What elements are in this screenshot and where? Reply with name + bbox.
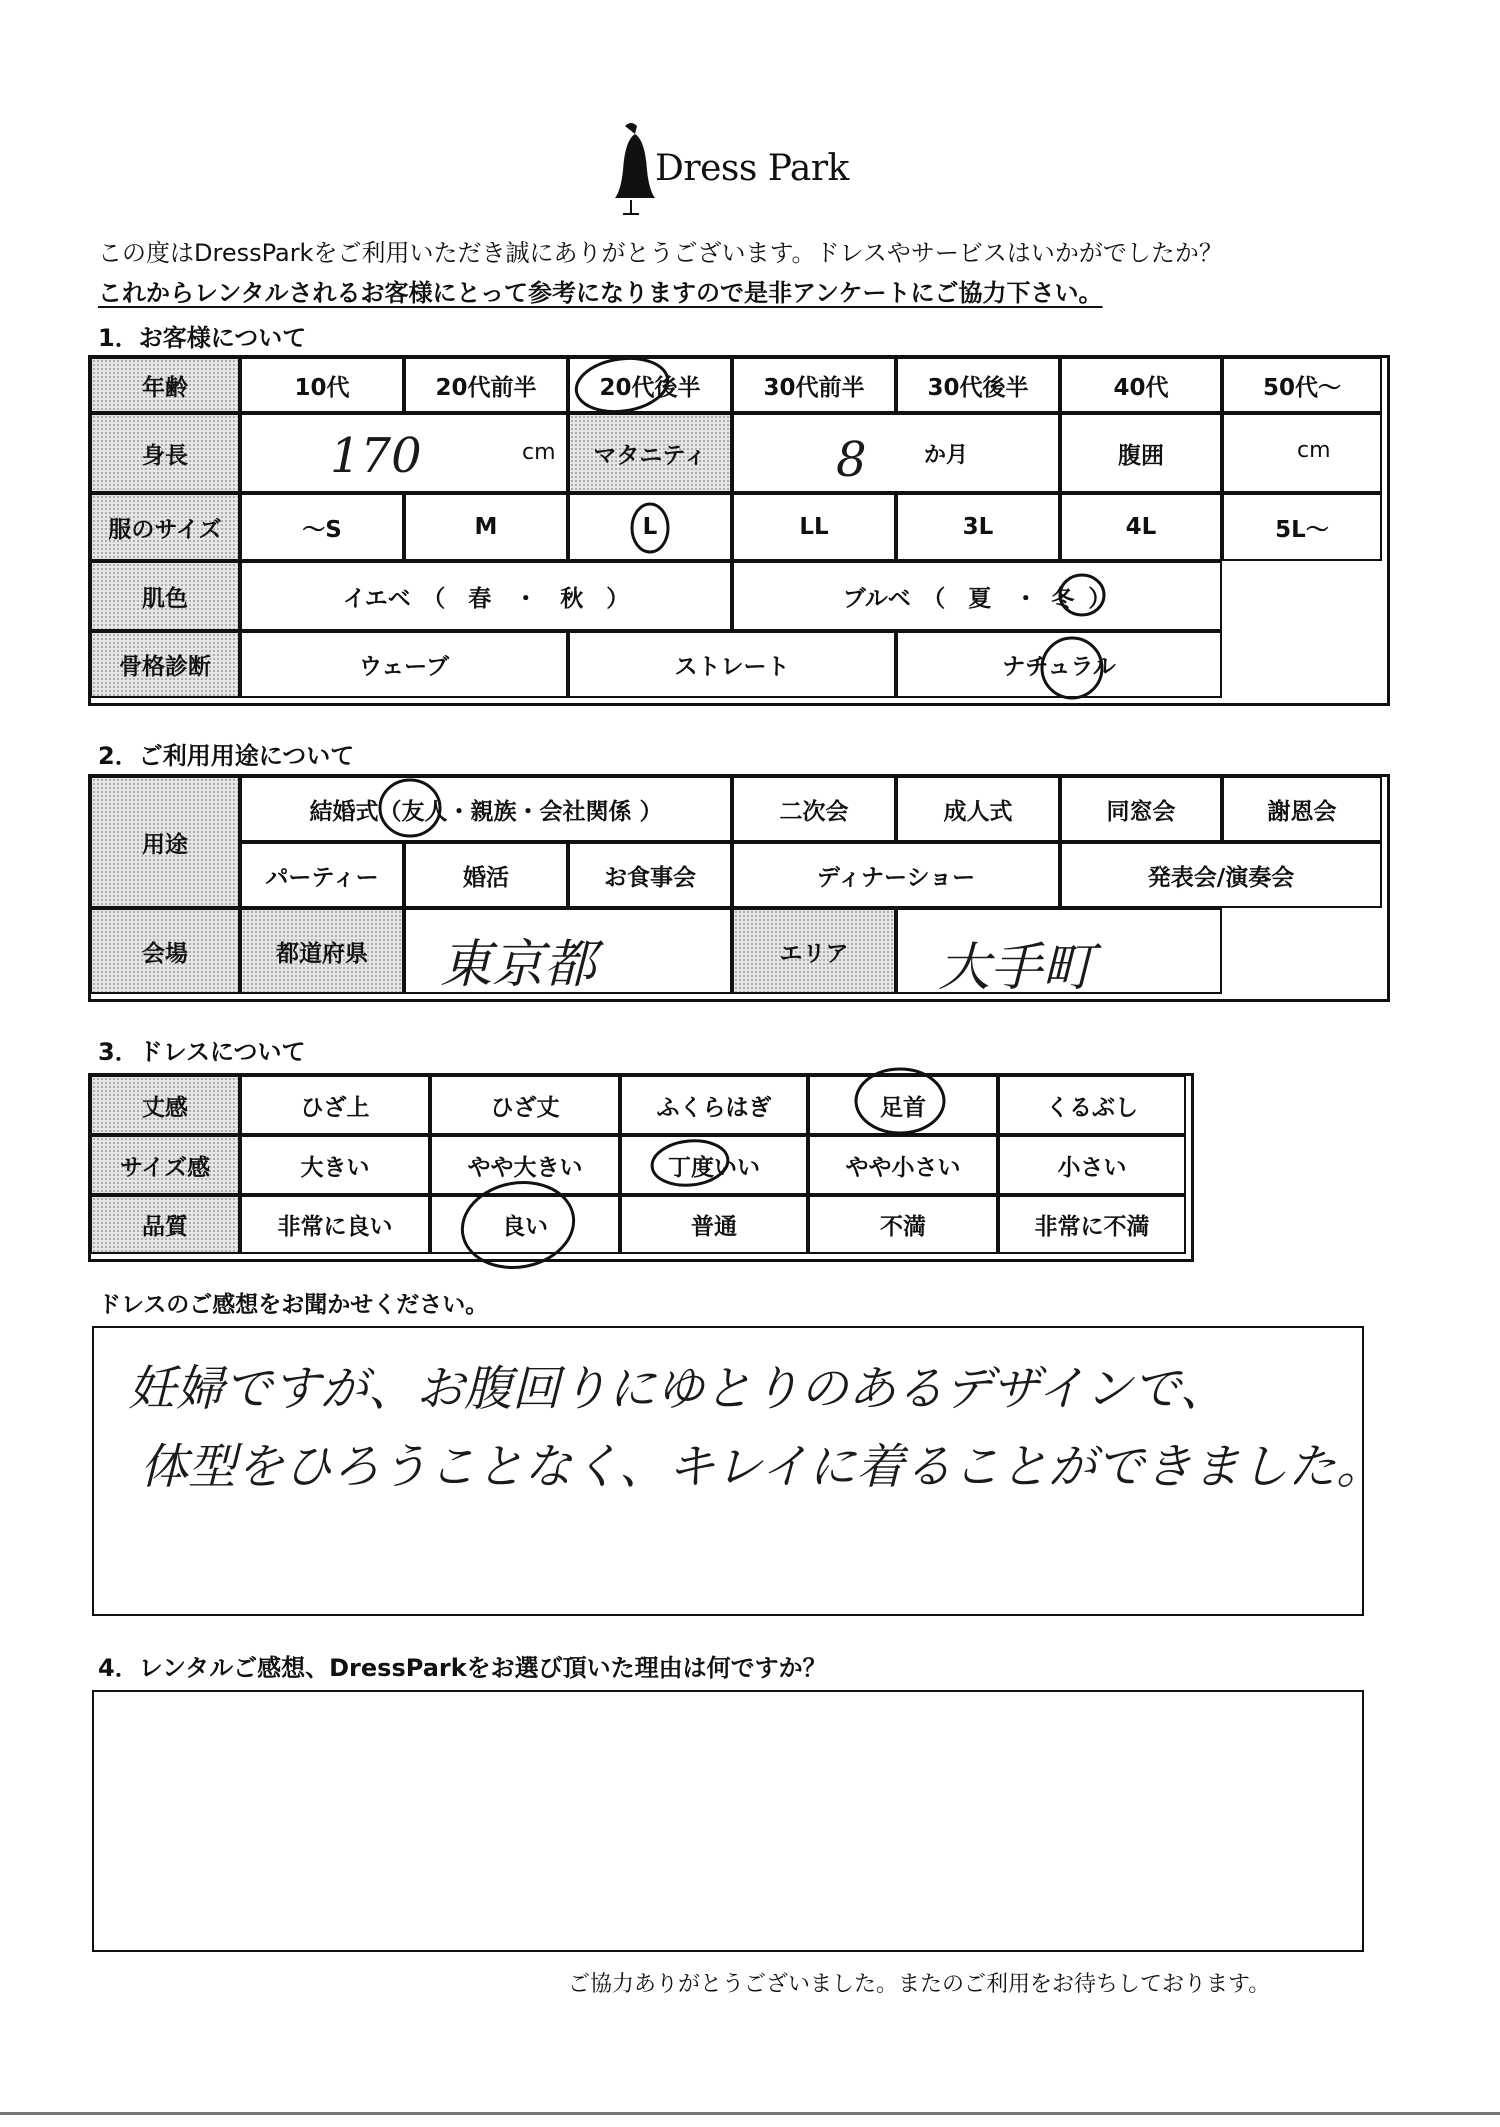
intro-request-text: これからレンタルされるお客様にとって参考になりますので是非アンケートにご協力下さい。 xyxy=(98,279,1103,307)
height-label: 身長 xyxy=(90,413,240,493)
purpose-wedding-option[interactable] xyxy=(240,776,732,842)
size-option-m[interactable]: M xyxy=(404,493,568,561)
prefecture-value: 東京都 xyxy=(440,935,597,995)
reason-answer-box[interactable] xyxy=(92,1690,1364,1952)
skeleton-option-natural[interactable]: ナチュラル xyxy=(896,631,1222,698)
quality-very-unsatisfied[interactable]: 非常に不満 xyxy=(998,1195,1186,1254)
fit-small[interactable]: 小さい xyxy=(998,1135,1186,1195)
brand-logo-text: Dress Park xyxy=(655,148,849,189)
size-option-3l[interactable]: 3L xyxy=(896,493,1060,561)
prefecture-label: 都道府県 xyxy=(240,908,404,994)
skin-blue-prefix: ブルベ （ 夏 ・ xyxy=(842,585,1038,612)
purpose-party[interactable]: パーティー xyxy=(240,842,404,908)
age-option-40s[interactable]: 40代 xyxy=(1060,357,1222,413)
size-option-4l[interactable]: 4L xyxy=(1060,493,1222,561)
age-option-late-20s[interactable]: 20代後半 xyxy=(568,357,732,413)
section3-heading: 3．ドレスについて xyxy=(98,1038,306,1066)
wedding-friend-option[interactable]: 友人 xyxy=(401,798,448,825)
purpose-label: 用途 xyxy=(90,776,240,908)
length-anklebone[interactable]: くるぶし xyxy=(998,1075,1186,1135)
fit-slightly-large[interactable]: やや大きい xyxy=(430,1135,620,1195)
maternity-value: 8 xyxy=(836,432,867,488)
age-option-early-30s[interactable]: 30代前半 xyxy=(732,357,896,413)
skeleton-option-straight[interactable]: ストレート xyxy=(568,631,896,698)
quality-very-good[interactable]: 非常に良い xyxy=(240,1195,430,1254)
area-label: エリア xyxy=(732,908,896,994)
age-option-late-30s[interactable]: 30代後半 xyxy=(896,357,1060,413)
size-option-5l[interactable]: 5L～ xyxy=(1222,493,1382,561)
length-label: 丈感 xyxy=(90,1075,240,1135)
wedding-prefix: 結婚式（ xyxy=(309,798,402,825)
area-value: 大手町 xyxy=(938,938,1095,998)
dress-comment-line1: 妊婦ですが、お腹回りにゆとりのあるデザインで、 xyxy=(128,1361,1228,1417)
purpose-afterparty[interactable]: 二次会 xyxy=(732,776,896,842)
purpose-dinner-party[interactable]: お食事会 xyxy=(568,842,732,908)
waist-label: 腹囲 xyxy=(1060,413,1222,493)
fit-large[interactable]: 大きい xyxy=(240,1135,430,1195)
skeleton-label: 骨格診断 xyxy=(90,631,240,698)
scan-edge-line xyxy=(0,2112,1500,2115)
skin-blue-winter[interactable]: 冬 xyxy=(1051,585,1075,612)
skin-blue-base-option[interactable] xyxy=(732,561,1222,631)
purpose-recital[interactable]: 発表会/演奏会 xyxy=(1060,842,1382,908)
age-option-50s[interactable]: 50代～ xyxy=(1222,357,1382,413)
size-label: 服のサイズ xyxy=(90,493,240,561)
wedding-rest: ・親族・会社関係 ） xyxy=(447,798,663,825)
skin-yellow-base-option[interactable]: イエベ （ 春 ・ 秋 ） xyxy=(240,561,732,631)
fit-label: サイズ感 xyxy=(90,1135,240,1195)
quality-average[interactable]: 普通 xyxy=(620,1195,808,1254)
dress-comment-line2: 体型をひろうことなく、キレイに着ることができました。 xyxy=(140,1439,1385,1495)
purpose-konkatsu[interactable]: 婚活 xyxy=(404,842,568,908)
height-unit: cm xyxy=(522,440,556,465)
length-above-knee[interactable]: ひざ上 xyxy=(240,1075,430,1135)
maternity-label: マタニティ xyxy=(568,413,732,493)
purpose-thanks-party[interactable]: 謝恩会 xyxy=(1222,776,1382,842)
section4-heading: 4．レンタルご感想、DressParkをお選び頂いた理由は何ですか？ xyxy=(98,1654,827,1682)
maternity-unit: か月 xyxy=(924,443,969,468)
quality-label: 品質 xyxy=(90,1195,240,1254)
purpose-reunion[interactable]: 同窓会 xyxy=(1060,776,1222,842)
section1-heading: 1．お客様について xyxy=(98,324,307,352)
length-knee[interactable]: ひざ丈 xyxy=(430,1075,620,1135)
intro-text: この度はDressParkをご利用いただき誠にありがとうございます。ドレスやサービスはいかがでしたか？ xyxy=(98,239,1223,267)
fit-just-right[interactable]: 丁度いい xyxy=(620,1135,808,1195)
size-option-ll[interactable]: LL xyxy=(732,493,896,561)
size-option-l[interactable]: L xyxy=(568,493,732,561)
length-ankle[interactable]: 足首 xyxy=(808,1075,998,1135)
section2-heading: 2．ご利用用途について xyxy=(98,742,355,770)
length-calf[interactable]: ふくらはぎ xyxy=(620,1075,808,1135)
skeleton-option-wave[interactable]: ウェーブ xyxy=(240,631,568,698)
height-value: 170 xyxy=(330,428,422,484)
quality-good[interactable]: 良い xyxy=(430,1195,620,1254)
fit-slightly-small[interactable]: やや小さい xyxy=(808,1135,998,1195)
age-label: 年齢 xyxy=(90,357,240,413)
purpose-coming-of-age[interactable]: 成人式 xyxy=(896,776,1060,842)
footer-thanks: ご協力ありがとうございました。またのご利用をお待ちしております。 xyxy=(568,1972,1271,1997)
venue-label: 会場 xyxy=(90,908,240,994)
quality-unsatisfied[interactable]: 不満 xyxy=(808,1195,998,1254)
waist-unit: cm xyxy=(1297,438,1331,463)
dress-comment-prompt: ドレスのご感想をお聞かせください。 xyxy=(98,1292,489,1318)
age-option-early-20s[interactable]: 20代前半 xyxy=(404,357,568,413)
skin-color-label: 肌色 xyxy=(90,561,240,631)
maternity-field[interactable] xyxy=(732,413,1060,493)
skin-blue-suffix: ） xyxy=(1088,585,1112,612)
age-option-10s[interactable]: 10代 xyxy=(240,357,404,413)
purpose-dinner-show[interactable]: ディナーショー xyxy=(732,842,1060,908)
size-option-s[interactable]: ～S xyxy=(240,493,404,561)
